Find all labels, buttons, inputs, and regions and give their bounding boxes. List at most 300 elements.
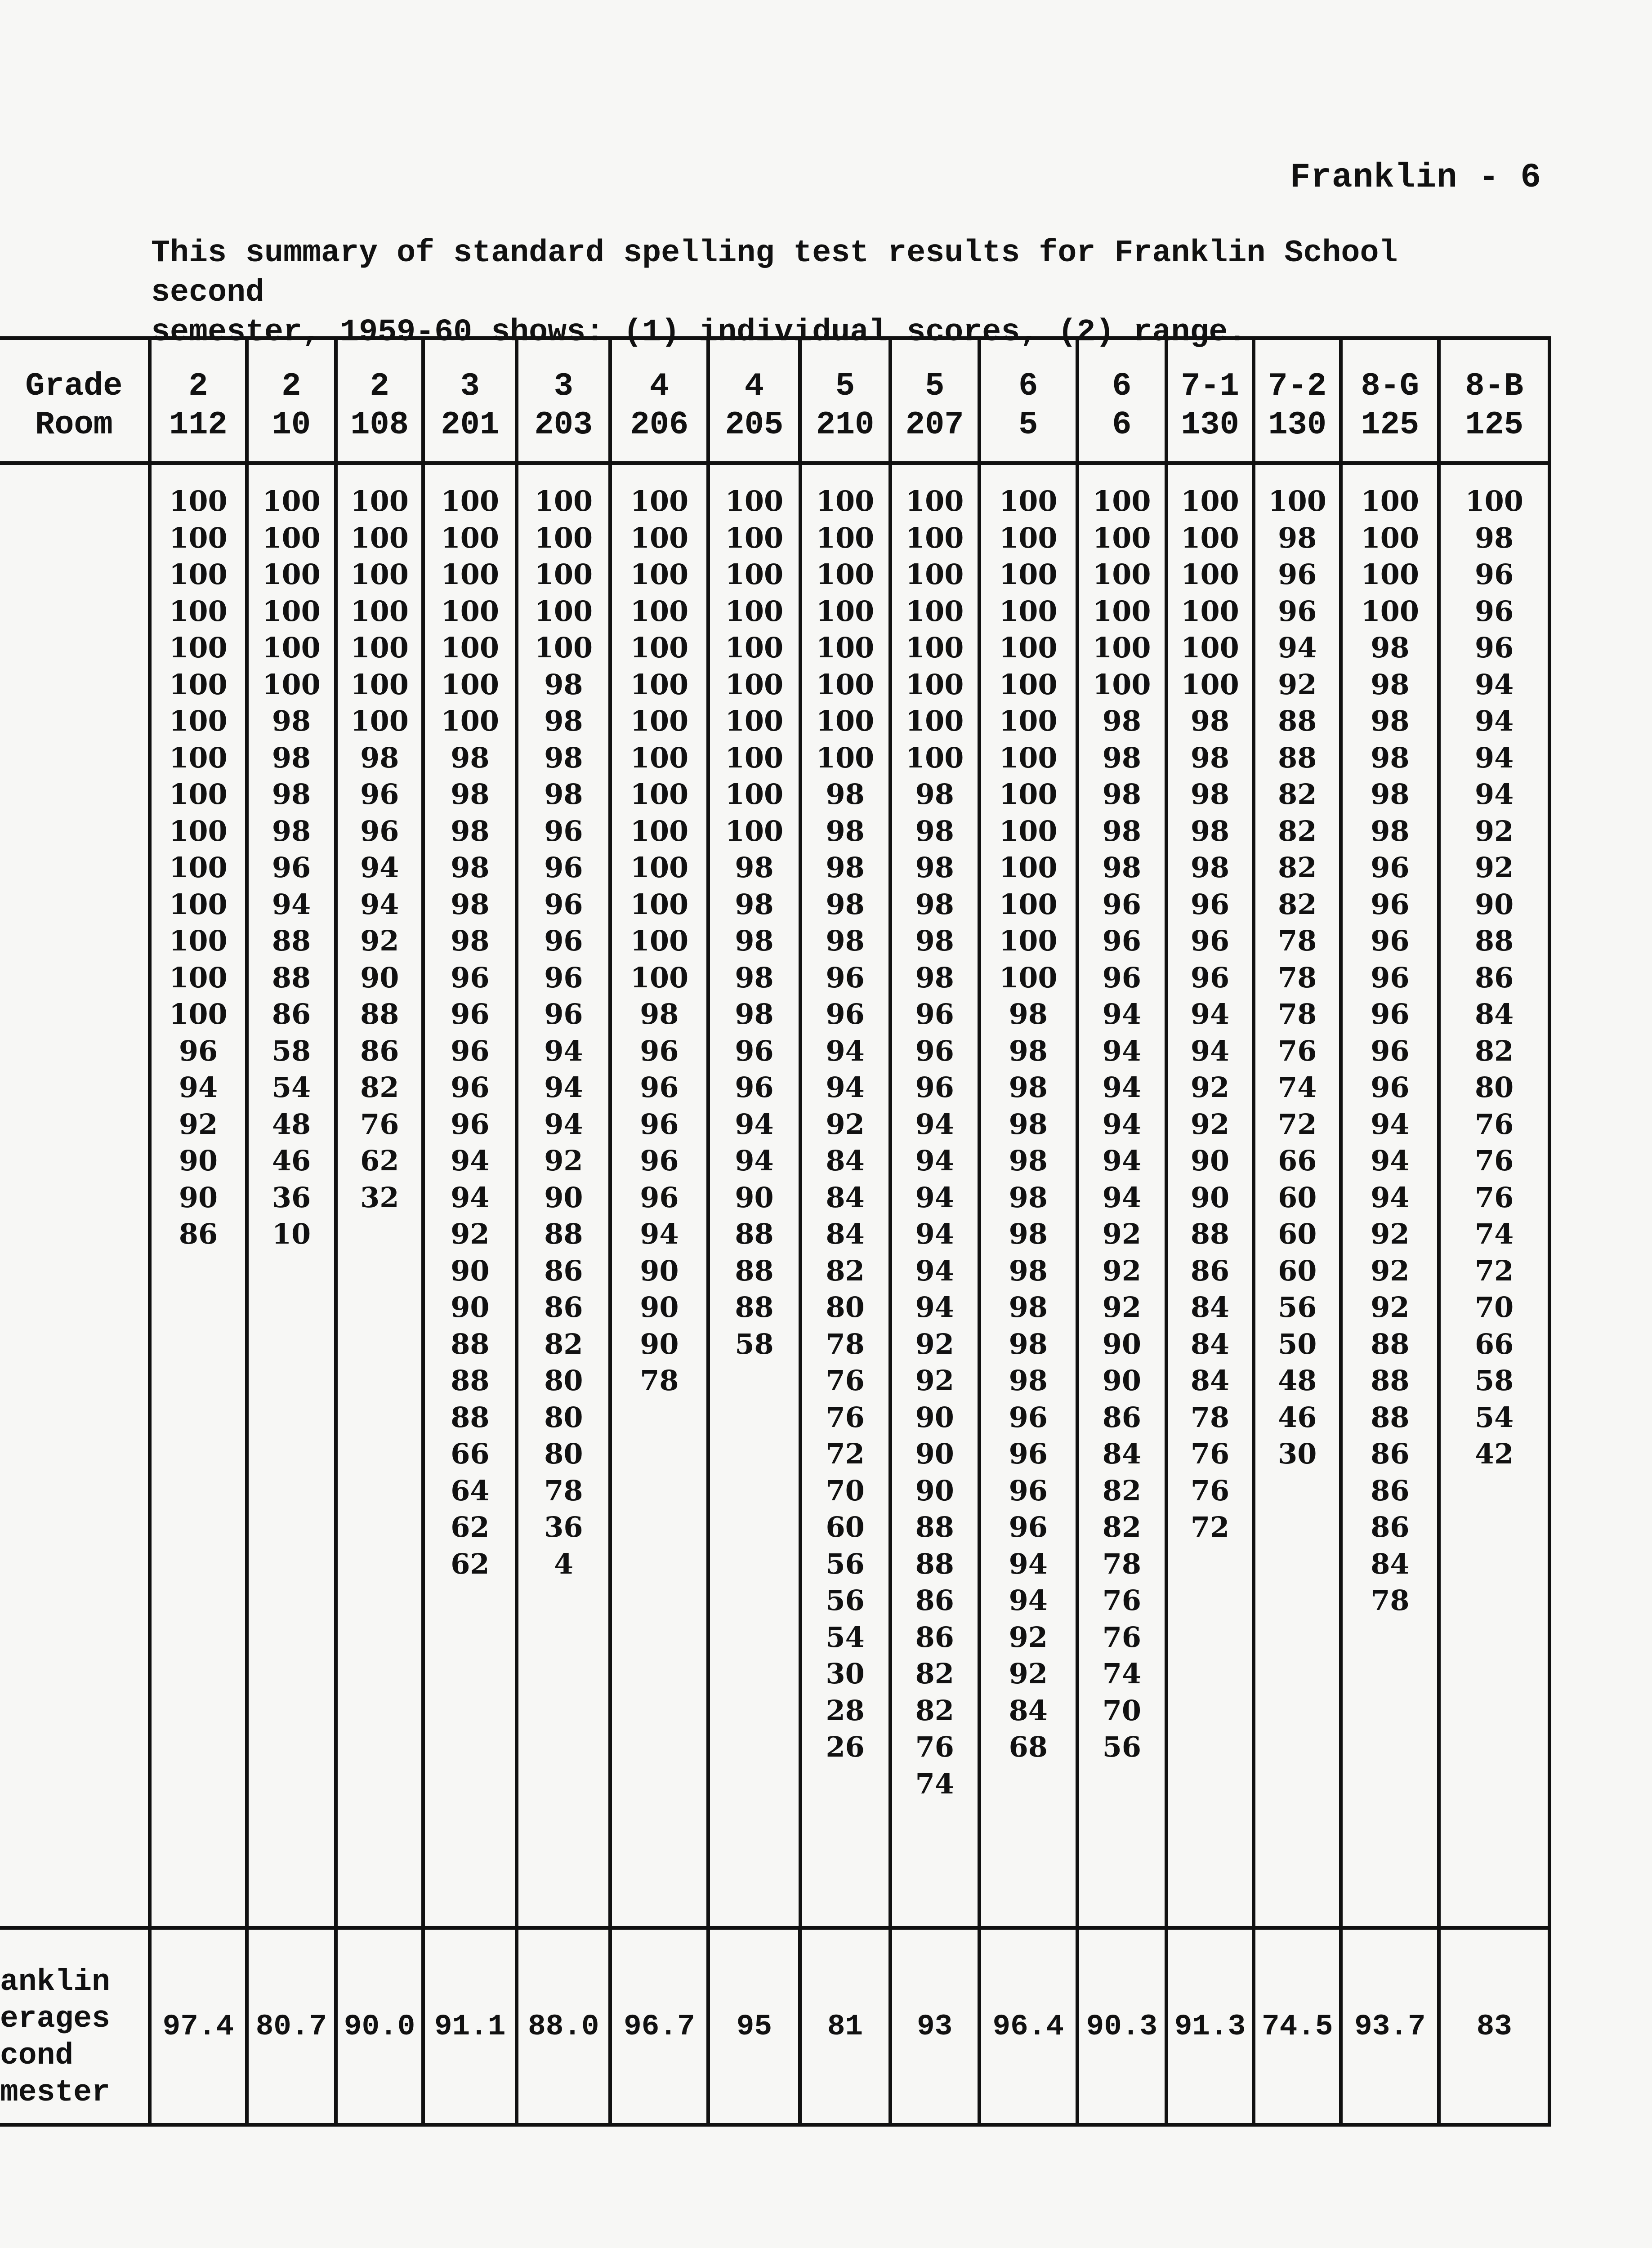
column-header bbox=[1168, 340, 1255, 461]
score-value: 94 bbox=[640, 1218, 679, 1250]
score-column bbox=[1343, 465, 1441, 1926]
score-value: 78 bbox=[1278, 924, 1317, 957]
average-value: 97.4 bbox=[152, 1930, 249, 2123]
score-value: 100 bbox=[1361, 485, 1420, 517]
score-column bbox=[425, 465, 518, 1926]
score-value: 94 bbox=[915, 1291, 954, 1324]
score-value: 96 bbox=[1371, 1071, 1410, 1104]
score-value: 94 bbox=[544, 1071, 583, 1104]
score-value: 88 bbox=[1278, 741, 1317, 774]
score-value: 90 bbox=[1475, 888, 1514, 921]
score-value: 84 bbox=[1371, 1547, 1410, 1580]
room-value: 10 bbox=[272, 406, 311, 443]
score-value: 100 bbox=[441, 558, 500, 591]
column-header bbox=[981, 340, 1079, 461]
score-value: 72 bbox=[826, 1437, 865, 1470]
score-value: 86 bbox=[1371, 1511, 1410, 1543]
score-value: 88 bbox=[1371, 1364, 1410, 1397]
score-value: 100 bbox=[169, 741, 228, 774]
score-value: 94 bbox=[1371, 1144, 1410, 1177]
score-value: 100 bbox=[262, 594, 321, 628]
score-value: 92 bbox=[1102, 1218, 1141, 1250]
score-value: 82 bbox=[915, 1694, 954, 1727]
page-header: Franklin - 6 bbox=[1290, 158, 1541, 197]
score-value: 98 bbox=[1371, 705, 1410, 737]
score-value: 94 bbox=[1009, 1547, 1048, 1580]
score-value: 100 bbox=[350, 558, 409, 591]
score-value: 80 bbox=[544, 1437, 583, 1470]
score-value: 100 bbox=[906, 521, 964, 554]
score-value: 98 bbox=[1371, 741, 1410, 774]
score-value: 100 bbox=[725, 814, 784, 847]
score-value: 92 bbox=[1190, 1071, 1230, 1104]
score-value: 98 bbox=[915, 924, 954, 957]
score-value: 92 bbox=[451, 1218, 490, 1250]
intro-line-1: This summary of standard spelling test results for Franklin School second bbox=[151, 236, 1398, 311]
score-value: 94 bbox=[1102, 1144, 1141, 1177]
room-value: 207 bbox=[905, 406, 964, 443]
score-value: 100 bbox=[441, 521, 500, 554]
score-value: 96 bbox=[1278, 594, 1317, 628]
score-value: 54 bbox=[826, 1620, 865, 1654]
room-value: 6 bbox=[1112, 406, 1132, 443]
score-value: 100 bbox=[1268, 485, 1326, 517]
score-value: 96 bbox=[1371, 888, 1410, 921]
score-value: 4 bbox=[554, 1547, 573, 1580]
score-value: 100 bbox=[169, 594, 228, 628]
score-value: 98 bbox=[451, 741, 490, 774]
score-value: 96 bbox=[640, 1144, 679, 1177]
score-value: 72 bbox=[1278, 1107, 1317, 1141]
score-value: 70 bbox=[1475, 1291, 1514, 1324]
score-column bbox=[1441, 465, 1551, 1926]
score-value: 100 bbox=[630, 741, 689, 774]
score-value: 98 bbox=[826, 778, 865, 811]
score-value: 78 bbox=[544, 1474, 583, 1507]
score-value: 78 bbox=[1190, 1401, 1230, 1434]
score-value: 84 bbox=[1475, 998, 1514, 1030]
score-value: 48 bbox=[272, 1107, 311, 1141]
score-value: 60 bbox=[1278, 1181, 1317, 1214]
score-value: 94 bbox=[1475, 778, 1514, 811]
score-value: 100 bbox=[999, 888, 1058, 921]
score-value: 46 bbox=[272, 1144, 311, 1177]
score-value: 100 bbox=[906, 558, 964, 591]
score-value: 98 bbox=[1190, 851, 1230, 884]
column-header bbox=[249, 340, 338, 461]
score-value: 90 bbox=[640, 1254, 679, 1287]
room-value: 206 bbox=[630, 406, 689, 443]
score-value: 100 bbox=[816, 594, 875, 628]
score-value: 94 bbox=[915, 1254, 954, 1287]
column-header bbox=[802, 340, 892, 461]
score-value: 100 bbox=[630, 631, 689, 664]
score-column bbox=[518, 465, 612, 1926]
averages-label-line: mester bbox=[0, 2075, 110, 2110]
score-value: 62 bbox=[451, 1511, 490, 1543]
score-value: 74 bbox=[1278, 1071, 1317, 1104]
score-value: 100 bbox=[1181, 485, 1239, 517]
score-value: 100 bbox=[534, 485, 593, 517]
score-value: 96 bbox=[360, 814, 399, 847]
score-value: 96 bbox=[1102, 888, 1141, 921]
score-value: 98 bbox=[451, 924, 490, 957]
score-value: 96 bbox=[1102, 924, 1141, 957]
score-value: 80 bbox=[544, 1364, 583, 1397]
score-value: 100 bbox=[1361, 594, 1420, 628]
score-value: 100 bbox=[906, 631, 964, 664]
score-value: 94 bbox=[915, 1181, 954, 1214]
score-value: 96 bbox=[451, 1034, 490, 1067]
grade-value: 2 bbox=[188, 368, 208, 405]
score-value: 82 bbox=[1102, 1474, 1141, 1507]
score-value: 76 bbox=[360, 1107, 399, 1141]
room-value: 203 bbox=[534, 406, 593, 443]
score-value: 96 bbox=[915, 1034, 954, 1067]
score-value: 80 bbox=[826, 1291, 865, 1324]
room-value: 130 bbox=[1181, 406, 1239, 443]
score-value: 94 bbox=[735, 1144, 774, 1177]
score-value: 28 bbox=[826, 1694, 865, 1727]
score-value: 88 bbox=[1371, 1401, 1410, 1434]
score-value: 100 bbox=[906, 668, 964, 701]
column-header bbox=[1343, 340, 1441, 461]
room-value: 130 bbox=[1268, 406, 1327, 443]
grade-label: Grade bbox=[25, 368, 123, 405]
score-value: 82 bbox=[360, 1071, 399, 1104]
score-value: 80 bbox=[544, 1401, 583, 1434]
scores-label-cell bbox=[0, 465, 152, 1926]
score-value: 100 bbox=[999, 705, 1058, 737]
score-value: 96 bbox=[1278, 558, 1317, 591]
score-column bbox=[710, 465, 802, 1926]
score-value: 96 bbox=[1102, 961, 1141, 994]
score-value: 74 bbox=[1102, 1657, 1141, 1690]
intro-text bbox=[151, 234, 1491, 352]
score-value: 90 bbox=[640, 1291, 679, 1324]
score-value: 92 bbox=[1278, 668, 1317, 701]
score-value: 98 bbox=[272, 814, 311, 847]
average-value: 93 bbox=[892, 1930, 981, 2123]
column-header bbox=[892, 340, 981, 461]
score-value: 100 bbox=[630, 961, 689, 994]
score-value: 86 bbox=[1102, 1401, 1141, 1434]
score-value: 100 bbox=[816, 485, 875, 517]
score-value: 92 bbox=[360, 924, 399, 957]
score-value: 94 bbox=[544, 1107, 583, 1141]
column-header bbox=[1441, 340, 1551, 461]
score-value: 90 bbox=[915, 1401, 954, 1434]
score-value: 100 bbox=[169, 888, 228, 921]
score-value: 100 bbox=[169, 961, 228, 994]
score-value: 90 bbox=[1190, 1181, 1230, 1214]
score-value: 86 bbox=[544, 1291, 583, 1324]
score-value: 76 bbox=[1102, 1620, 1141, 1654]
score-value: 46 bbox=[1278, 1401, 1317, 1434]
score-value: 94 bbox=[915, 1144, 954, 1177]
score-value: 100 bbox=[350, 485, 409, 517]
score-value: 100 bbox=[262, 558, 321, 591]
score-value: 92 bbox=[544, 1144, 583, 1177]
score-value: 100 bbox=[350, 668, 409, 701]
score-value: 100 bbox=[441, 668, 500, 701]
score-value: 100 bbox=[1093, 558, 1151, 591]
score-value: 58 bbox=[272, 1034, 311, 1067]
score-value: 92 bbox=[1371, 1254, 1410, 1287]
score-value: 94 bbox=[1102, 998, 1141, 1030]
score-value: 98 bbox=[1009, 1327, 1048, 1360]
score-value: 82 bbox=[1102, 1511, 1141, 1543]
score-value: 100 bbox=[725, 485, 784, 517]
score-value: 98 bbox=[1102, 814, 1141, 847]
score-value: 94 bbox=[735, 1107, 774, 1141]
grade-value: 2 bbox=[281, 368, 301, 405]
score-value: 90 bbox=[179, 1144, 218, 1177]
score-value: 82 bbox=[1475, 1034, 1514, 1067]
room-value: 112 bbox=[169, 406, 228, 443]
score-value: 98 bbox=[451, 888, 490, 921]
score-value: 100 bbox=[350, 705, 409, 737]
score-value: 66 bbox=[1475, 1327, 1514, 1360]
score-value: 100 bbox=[725, 778, 784, 811]
grade-value: 6 bbox=[1018, 368, 1038, 405]
score-value: 96 bbox=[544, 851, 583, 884]
score-value: 100 bbox=[630, 521, 689, 554]
score-value: 60 bbox=[1278, 1218, 1317, 1250]
score-value: 100 bbox=[534, 521, 593, 554]
score-value: 98 bbox=[1102, 851, 1141, 884]
score-value: 94 bbox=[915, 1107, 954, 1141]
score-value: 98 bbox=[1009, 1034, 1048, 1067]
score-value: 56 bbox=[826, 1584, 865, 1617]
score-value: 100 bbox=[1093, 668, 1151, 701]
score-value: 48 bbox=[1278, 1364, 1317, 1397]
score-value: 92 bbox=[1009, 1620, 1048, 1654]
score-value: 96 bbox=[272, 851, 311, 884]
room-value: 108 bbox=[350, 406, 409, 443]
score-value: 100 bbox=[630, 778, 689, 811]
score-value: 100 bbox=[1181, 668, 1239, 701]
score-value: 100 bbox=[725, 594, 784, 628]
score-value: 70 bbox=[1102, 1694, 1141, 1727]
score-value: 90 bbox=[915, 1437, 954, 1470]
room-value: 5 bbox=[1018, 406, 1038, 443]
score-value: 98 bbox=[915, 778, 954, 811]
score-value: 88 bbox=[272, 924, 311, 957]
score-column bbox=[1255, 465, 1343, 1926]
score-value: 88 bbox=[451, 1364, 490, 1397]
score-value: 100 bbox=[169, 485, 228, 517]
score-value: 92 bbox=[179, 1107, 218, 1141]
score-value: 86 bbox=[272, 998, 311, 1030]
score-column bbox=[1168, 465, 1255, 1926]
score-value: 96 bbox=[1371, 851, 1410, 884]
score-value: 92 bbox=[1009, 1657, 1048, 1690]
score-value: 98 bbox=[1475, 521, 1514, 554]
spelling-results-table bbox=[0, 336, 1551, 2127]
score-value: 98 bbox=[1190, 741, 1230, 774]
score-value: 98 bbox=[1278, 521, 1317, 554]
score-value: 100 bbox=[816, 705, 875, 737]
score-value: 86 bbox=[360, 1034, 399, 1067]
score-value: 90 bbox=[735, 1181, 774, 1214]
score-value: 98 bbox=[826, 851, 865, 884]
score-value: 88 bbox=[451, 1401, 490, 1434]
room-value: 125 bbox=[1465, 406, 1523, 443]
score-value: 100 bbox=[999, 778, 1058, 811]
score-value: 96 bbox=[1190, 888, 1230, 921]
score-value: 98 bbox=[735, 998, 774, 1030]
score-value: 100 bbox=[725, 668, 784, 701]
score-value: 78 bbox=[1278, 961, 1317, 994]
score-column bbox=[981, 465, 1079, 1926]
score-value: 98 bbox=[1190, 705, 1230, 737]
score-value: 96 bbox=[544, 924, 583, 957]
score-value: 100 bbox=[534, 631, 593, 664]
score-value: 92 bbox=[1102, 1254, 1141, 1287]
score-value: 100 bbox=[350, 521, 409, 554]
score-value: 56 bbox=[826, 1547, 865, 1580]
score-value: 100 bbox=[630, 705, 689, 737]
score-value: 96 bbox=[1190, 924, 1230, 957]
score-value: 92 bbox=[1190, 1107, 1230, 1141]
score-value: 98 bbox=[1009, 1291, 1048, 1324]
averages-label bbox=[0, 1930, 152, 2123]
grade-value: 3 bbox=[554, 368, 573, 405]
grade-value: 8-G bbox=[1361, 368, 1420, 405]
score-value: 86 bbox=[915, 1620, 954, 1654]
score-value: 72 bbox=[1475, 1254, 1514, 1287]
score-value: 100 bbox=[630, 485, 689, 517]
score-value: 98 bbox=[826, 814, 865, 847]
score-value: 96 bbox=[1475, 594, 1514, 628]
score-value: 94 bbox=[1102, 1071, 1141, 1104]
score-value: 86 bbox=[915, 1584, 954, 1617]
score-value: 88 bbox=[915, 1511, 954, 1543]
score-value: 92 bbox=[915, 1327, 954, 1360]
score-value: 100 bbox=[169, 668, 228, 701]
score-value: 98 bbox=[544, 778, 583, 811]
score-value: 92 bbox=[1102, 1291, 1141, 1324]
score-value: 88 bbox=[1190, 1218, 1230, 1250]
score-value: 98 bbox=[640, 998, 679, 1030]
score-value: 82 bbox=[1278, 778, 1317, 811]
score-value: 100 bbox=[169, 631, 228, 664]
score-value: 100 bbox=[441, 485, 500, 517]
score-value: 100 bbox=[630, 594, 689, 628]
score-value: 96 bbox=[1475, 558, 1514, 591]
score-value: 100 bbox=[630, 668, 689, 701]
score-value: 84 bbox=[1190, 1327, 1230, 1360]
grade-value: 6 bbox=[1112, 368, 1132, 405]
average-value: 90.0 bbox=[338, 1930, 425, 2123]
score-value: 96 bbox=[1371, 924, 1410, 957]
score-value: 82 bbox=[1278, 814, 1317, 847]
score-value: 96 bbox=[1009, 1474, 1048, 1507]
score-value: 98 bbox=[826, 924, 865, 957]
score-column bbox=[802, 465, 892, 1926]
score-value: 96 bbox=[451, 998, 490, 1030]
score-value: 94 bbox=[1475, 668, 1514, 701]
score-column bbox=[892, 465, 981, 1926]
score-value: 62 bbox=[451, 1547, 490, 1580]
score-value: 76 bbox=[1190, 1474, 1230, 1507]
score-value: 98 bbox=[1102, 705, 1141, 737]
room-label: Room bbox=[35, 406, 113, 443]
score-value: 96 bbox=[640, 1071, 679, 1104]
score-value: 94 bbox=[826, 1034, 865, 1067]
score-value: 100 bbox=[906, 741, 964, 774]
score-value: 94 bbox=[1009, 1584, 1048, 1617]
score-value: 98 bbox=[1190, 814, 1230, 847]
score-value: 68 bbox=[1009, 1731, 1048, 1763]
score-value: 98 bbox=[1190, 778, 1230, 811]
score-value: 100 bbox=[441, 594, 500, 628]
score-value: 90 bbox=[1102, 1364, 1141, 1397]
score-value: 100 bbox=[906, 594, 964, 628]
score-value: 96 bbox=[451, 1071, 490, 1104]
score-value: 76 bbox=[1102, 1584, 1141, 1617]
score-value: 78 bbox=[1278, 998, 1317, 1030]
grade-value: 8-B bbox=[1465, 368, 1523, 405]
score-value: 60 bbox=[826, 1511, 865, 1543]
score-value: 78 bbox=[826, 1327, 865, 1360]
score-value: 80 bbox=[1475, 1071, 1514, 1104]
score-value: 62 bbox=[360, 1144, 399, 1177]
score-value: 100 bbox=[169, 558, 228, 591]
room-value: 205 bbox=[725, 406, 784, 443]
score-value: 100 bbox=[999, 631, 1058, 664]
score-value: 90 bbox=[1102, 1327, 1141, 1360]
score-value: 76 bbox=[1190, 1437, 1230, 1470]
header-row bbox=[0, 336, 1551, 465]
score-value: 100 bbox=[999, 961, 1058, 994]
score-value: 84 bbox=[1009, 1694, 1048, 1727]
score-value: 100 bbox=[816, 741, 875, 774]
column-header bbox=[338, 340, 425, 461]
score-value: 96 bbox=[1009, 1401, 1048, 1434]
score-value: 84 bbox=[1190, 1291, 1230, 1324]
score-column bbox=[338, 465, 425, 1926]
grade-value: 7-2 bbox=[1268, 368, 1327, 405]
score-value: 96 bbox=[544, 888, 583, 921]
average-value: 80.7 bbox=[249, 1930, 338, 2123]
score-value: 76 bbox=[1475, 1181, 1514, 1214]
score-value: 94 bbox=[544, 1034, 583, 1067]
score-value: 100 bbox=[441, 705, 500, 737]
score-value: 90 bbox=[451, 1291, 490, 1324]
score-value: 100 bbox=[441, 631, 500, 664]
score-value: 96 bbox=[735, 1034, 774, 1067]
score-value: 100 bbox=[906, 705, 964, 737]
score-value: 98 bbox=[1009, 1218, 1048, 1250]
score-value: 96 bbox=[451, 961, 490, 994]
score-value: 98 bbox=[451, 851, 490, 884]
score-value: 96 bbox=[544, 998, 583, 1030]
score-value: 84 bbox=[826, 1181, 865, 1214]
score-value: 60 bbox=[1278, 1254, 1317, 1287]
score-value: 82 bbox=[544, 1327, 583, 1360]
score-value: 100 bbox=[1181, 521, 1239, 554]
score-value: 88 bbox=[1371, 1327, 1410, 1360]
score-value: 36 bbox=[272, 1181, 311, 1214]
score-value: 100 bbox=[1181, 594, 1239, 628]
score-value: 88 bbox=[360, 998, 399, 1030]
score-value: 82 bbox=[1278, 888, 1317, 921]
grade-value: 5 bbox=[835, 368, 855, 405]
score-value: 98 bbox=[272, 778, 311, 811]
score-value: 98 bbox=[1009, 1181, 1048, 1214]
